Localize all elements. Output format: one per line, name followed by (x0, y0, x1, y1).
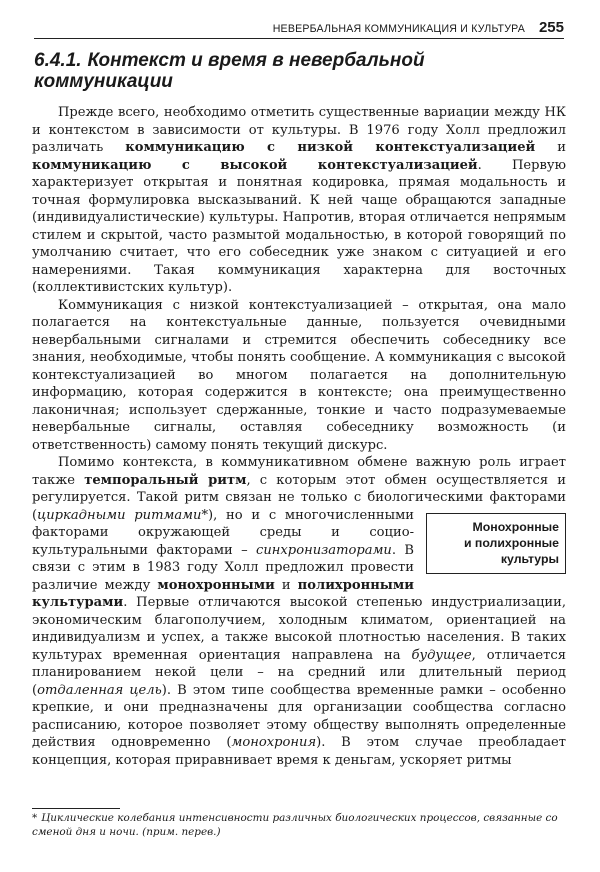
footnote (32, 812, 566, 839)
margin-note-box (426, 513, 566, 574)
text-run: , с которым этот обмен осуществляется и регулируется. Такой ритм связан не только с биологическими факторами ( (32, 472, 566, 523)
margin-note-line: Монохронные (472, 519, 559, 534)
margin-note-line: культуры (500, 551, 559, 566)
running-head (34, 16, 564, 39)
term-low-context: коммуникацию с низкой контекстуализацией (125, 140, 536, 155)
text-run: ). В этом случае преобладает концепция, которая приравнивает время к деньгам, ускоряет ритмы (32, 735, 566, 768)
text-run: . Первые отличаются высокой степенью индустриализации, экономическим благополучием, холодным климатом, ориентацией на индивидуализм и успех, а также высокой плотностью населения. В таких культурах временная ориентация направлена на (32, 595, 566, 663)
paragraph (32, 454, 566, 769)
footnote-divider (32, 808, 120, 809)
text-run: и (274, 577, 298, 593)
term-distant-goal: отдаленная цель (37, 682, 162, 698)
running-title: НЕВЕРБАЛЬНАЯ КОММУНИКАЦИЯ И КУЛЬТУРА (272, 23, 525, 35)
footnote-text: Циклические колебания интенсивности различных биологических процессов, связанные со сменой дня и ночи. (прим. перев.) (32, 812, 558, 838)
term-circadian: циркадными ритмами (37, 507, 202, 523)
text-run: . В связи с этим в 1983 году Холл предложил провести различие между (32, 542, 414, 593)
margin-note-line: и полихронные (463, 535, 559, 550)
text-run: и (535, 140, 567, 155)
section-number: 6.4.1. (34, 50, 82, 71)
term-polychronic: полихронными культурами (32, 577, 414, 610)
text-run: Помимо контекста, в коммуникативном обмене важную роль играет также (32, 455, 566, 488)
term-future: будущее (411, 647, 472, 663)
text-run: *), но и с многочисленными факторами окружающей среды и социо-культуральными факторами – (32, 507, 414, 558)
page-number: 255 (538, 19, 564, 36)
text-run: Прежде всего, необходимо отметить существенные вариации между НК и контекстом в зависимости от культуры. В 1976 году Холл предложил различать (32, 105, 566, 155)
paragraph: Коммуникация с низкой контекстуализацией – открытая, она мало полагается на контекстуальные данные, пользуется очевидными невербальными сигналами и стремится обеспечить собеседнику все знания, необходимые, чтобы понять сообщение. А коммуникация с высокой контекстуализацией во многом полагается на дополнительную информацию, которая содержится в контексте; она преимущественно лаконичная; использует сдержанные, тонкие и часто подразумеваемые невербальные сигналы, оставляя собеседнику возможность (и ответственность) самому понять текущий дискурс. (32, 297, 566, 453)
term-high-context: коммуникацию с высокой контекстуализацией (32, 157, 478, 173)
text-run: ). В этом типе сообщества временные рамки – особенно крепкие, и они предназначены для организации сообщества согласно расписанию, которое позволяет этому обществу выполнять определенные действия одновременно ( (32, 682, 566, 750)
term-monochronic: монохронными (157, 577, 275, 593)
footnote-mark: * (32, 812, 38, 824)
term-monochrony: монохрония (231, 735, 317, 750)
text-run: , отличается планированием некой цели – на средний или длительный период ( (32, 647, 566, 698)
paragraph (32, 104, 566, 297)
section-title: Контекст и время в невербальной коммуникации (34, 50, 425, 92)
text-run: . Первую характеризует открытая и понятная кодировка, прямая модальность и точная формулировка высказываний. К ней чаще обращаются западные (индивидуалистические) культуры. Напротив, вторая отличается непрямым стилем и скрытой, часто размытой модальностью, в которой говорящий по умолчанию считает, что его собеседник уже знаком с ситуацией и его намерениями. Такая коммуникация характерна для восточных (коллективистских культур). (32, 157, 566, 295)
term-temporal-rhythm: темпоральный ритм (84, 472, 247, 488)
term-synchronizers: синхронизаторами (256, 542, 392, 558)
body-text (32, 104, 566, 769)
section-heading (34, 50, 554, 92)
